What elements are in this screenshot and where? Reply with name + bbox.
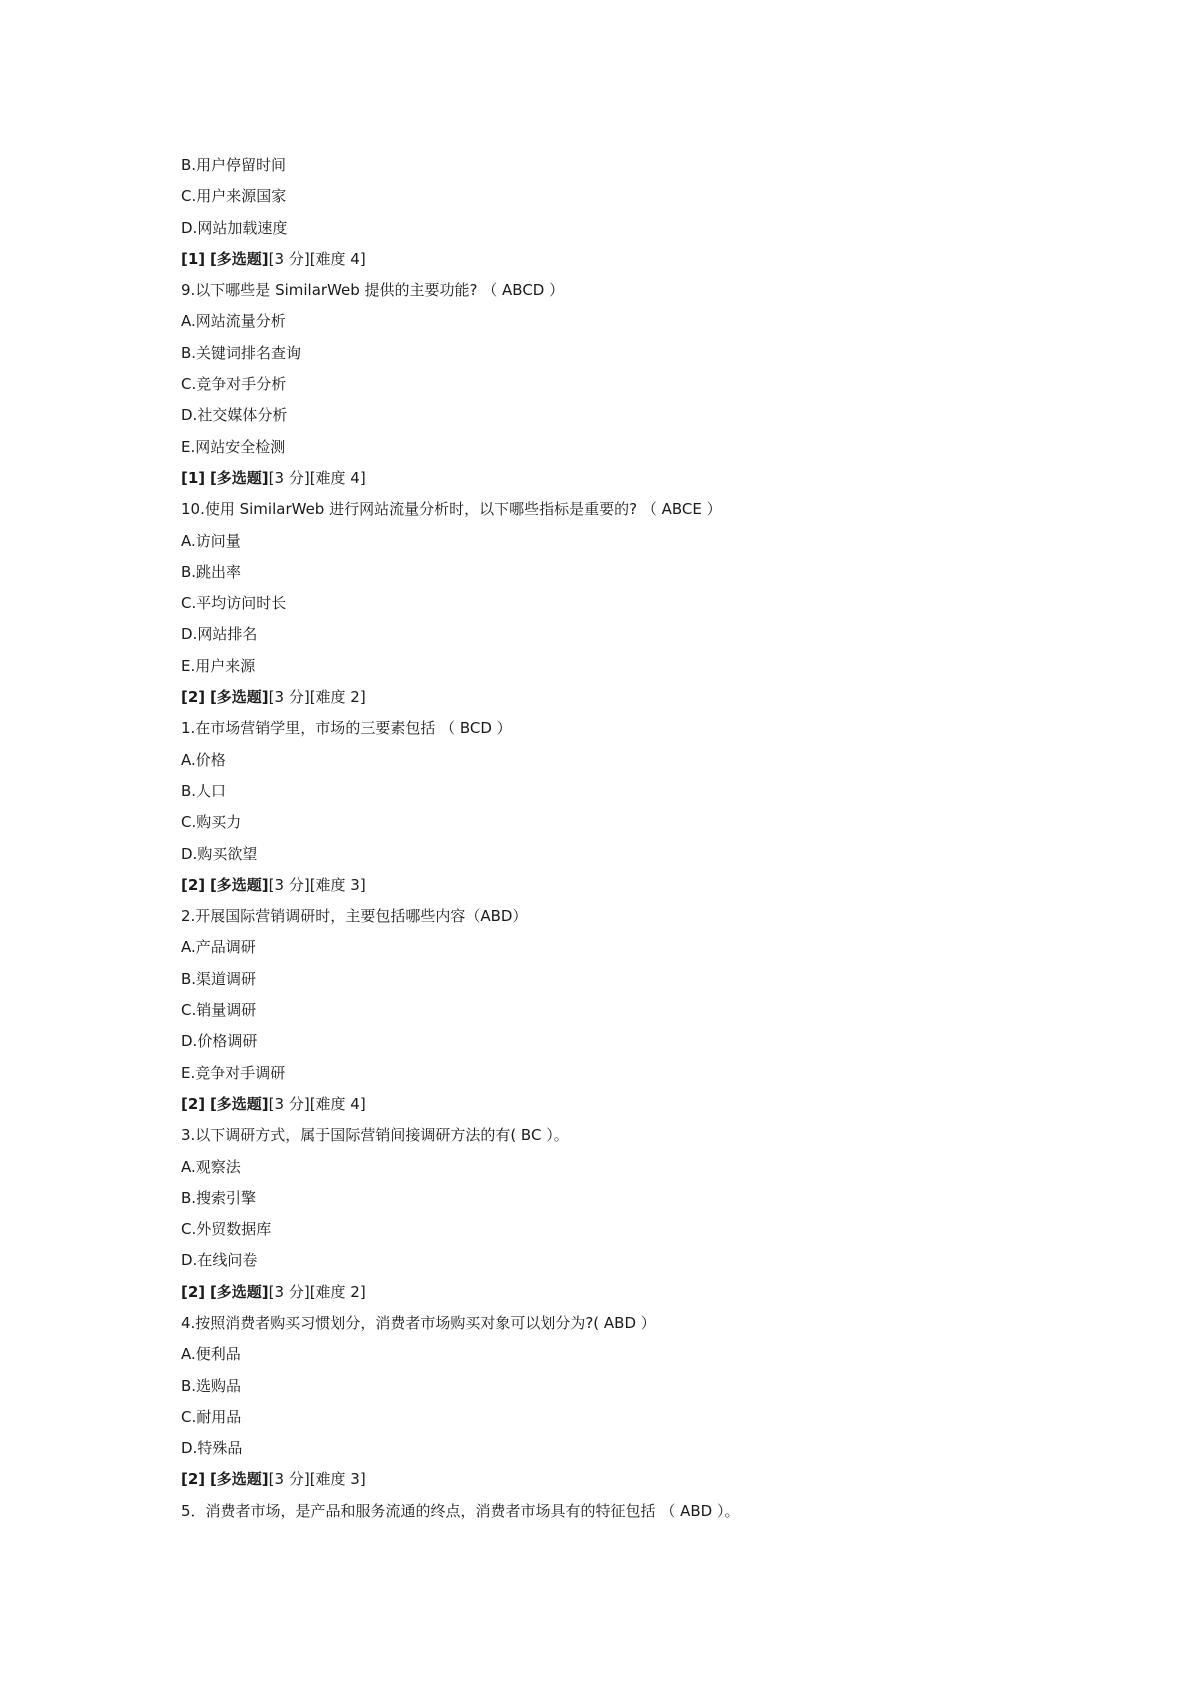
question-score: [3 分] bbox=[268, 468, 310, 487]
question-meta bbox=[181, 244, 1081, 275]
question-meta bbox=[181, 682, 1081, 713]
question-text: 4.按照消费者购买习惯划分，消费者市场购买对象可以划分为?( ABD ） bbox=[181, 1313, 656, 1332]
question-difficulty: [难度 2] bbox=[309, 1282, 366, 1301]
answer-option: D.网站排名 bbox=[181, 625, 258, 644]
question-section-tag: [2] bbox=[181, 1094, 206, 1113]
question-score: [3 分] bbox=[268, 1094, 310, 1113]
question-type: [多选题] bbox=[209, 875, 269, 894]
question-type: [多选题] bbox=[209, 1094, 269, 1113]
question-text: 5．消费者市场，是产品和服务流通的终点，消费者市场具有的特征包括 （ ABD ）。 bbox=[181, 1501, 740, 1520]
answer-option: A.便利品 bbox=[181, 1345, 241, 1364]
answer-option: C.销量调研 bbox=[181, 1001, 257, 1020]
answer-option: E.竞争对手调研 bbox=[181, 1063, 286, 1082]
answer-option: A.价格 bbox=[181, 750, 226, 769]
question-type: [多选题] bbox=[209, 688, 269, 707]
question-score: [3 分] bbox=[268, 1282, 310, 1301]
answer-option: C.平均访问时长 bbox=[181, 594, 287, 613]
answer-option: D.网站加载速度 bbox=[181, 218, 288, 237]
question-difficulty: [难度 4] bbox=[309, 468, 366, 487]
question-score: [3 分] bbox=[268, 1470, 310, 1489]
question-meta bbox=[181, 1464, 1081, 1495]
answer-option: D.价格调研 bbox=[181, 1032, 258, 1051]
question-section-tag: [1] bbox=[181, 468, 206, 487]
question-meta bbox=[181, 463, 1081, 494]
answer-option: E.网站安全检测 bbox=[181, 437, 286, 456]
question-meta bbox=[181, 1277, 1081, 1308]
question-text: 1.在市场营销学里，市场的三要素包括 （ BCD ） bbox=[181, 719, 512, 738]
answer-option: C.竞争对手分析 bbox=[181, 375, 287, 394]
answer-option: C.外贸数据库 bbox=[181, 1220, 272, 1239]
question-difficulty: [难度 4] bbox=[309, 1094, 366, 1113]
question-section-tag: [2] bbox=[181, 1282, 206, 1301]
answer-option: B.跳出率 bbox=[181, 562, 242, 581]
question-difficulty: [难度 3] bbox=[309, 1470, 366, 1489]
question-text: 9.以下哪些是 SimilarWeb 提供的主要功能? （ ABCD ） bbox=[181, 281, 565, 300]
answer-option: E.用户来源 bbox=[181, 656, 256, 675]
answer-option: A.访问量 bbox=[181, 531, 241, 550]
question-section-tag: [1] bbox=[181, 249, 206, 268]
answer-option: B.人口 bbox=[181, 781, 227, 800]
question-meta bbox=[181, 870, 1081, 901]
document-page bbox=[181, 150, 1081, 1527]
answer-option: C.耐用品 bbox=[181, 1407, 242, 1426]
question-type: [多选题] bbox=[209, 1470, 269, 1489]
answer-option: D.在线问卷 bbox=[181, 1251, 258, 1270]
question-difficulty: [难度 3] bbox=[309, 875, 366, 894]
question-difficulty: [难度 4] bbox=[309, 249, 366, 268]
question-section-tag: [2] bbox=[181, 1470, 206, 1489]
answer-option: B.用户停留时间 bbox=[181, 156, 287, 174]
answer-option: D.特殊品 bbox=[181, 1439, 243, 1458]
question-type: [多选题] bbox=[209, 468, 269, 487]
question-section-tag: [2] bbox=[181, 688, 206, 707]
answer-option: C.购买力 bbox=[181, 813, 242, 832]
question-text: 2.开展国际营销调研时，主要包括哪些内容（ABD） bbox=[181, 907, 528, 926]
question-section-tag: [2] bbox=[181, 875, 206, 894]
question-type: [多选题] bbox=[209, 1282, 269, 1301]
question-score: [3 分] bbox=[268, 875, 310, 894]
answer-option: C.用户来源国家 bbox=[181, 187, 287, 206]
answer-option: B.渠道调研 bbox=[181, 969, 257, 988]
question-score: [3 分] bbox=[268, 249, 310, 268]
question-difficulty: [难度 2] bbox=[309, 688, 366, 707]
question-meta bbox=[181, 1089, 1081, 1120]
answer-option: B.选购品 bbox=[181, 1376, 242, 1395]
question-score: [3 分] bbox=[268, 688, 310, 707]
answer-option: A.产品调研 bbox=[181, 938, 256, 957]
answer-option: B.搜索引擎 bbox=[181, 1188, 257, 1207]
answer-option: D.购买欲望 bbox=[181, 844, 258, 863]
answer-option: A.观察法 bbox=[181, 1157, 241, 1176]
question-text: 10.使用 SimilarWeb 进行网站流量分析时，以下哪些指标是重要的? （ ABCE ） bbox=[181, 500, 722, 519]
answer-option: A.网站流量分析 bbox=[181, 312, 286, 331]
answer-option: D.社交媒体分析 bbox=[181, 406, 288, 425]
answer-option: B.关键词排名查询 bbox=[181, 343, 302, 362]
question-text: 3.以下调研方式，属于国际营销间接调研方法的有( BC ）。 bbox=[181, 1126, 569, 1145]
question-type: [多选题] bbox=[209, 249, 269, 268]
